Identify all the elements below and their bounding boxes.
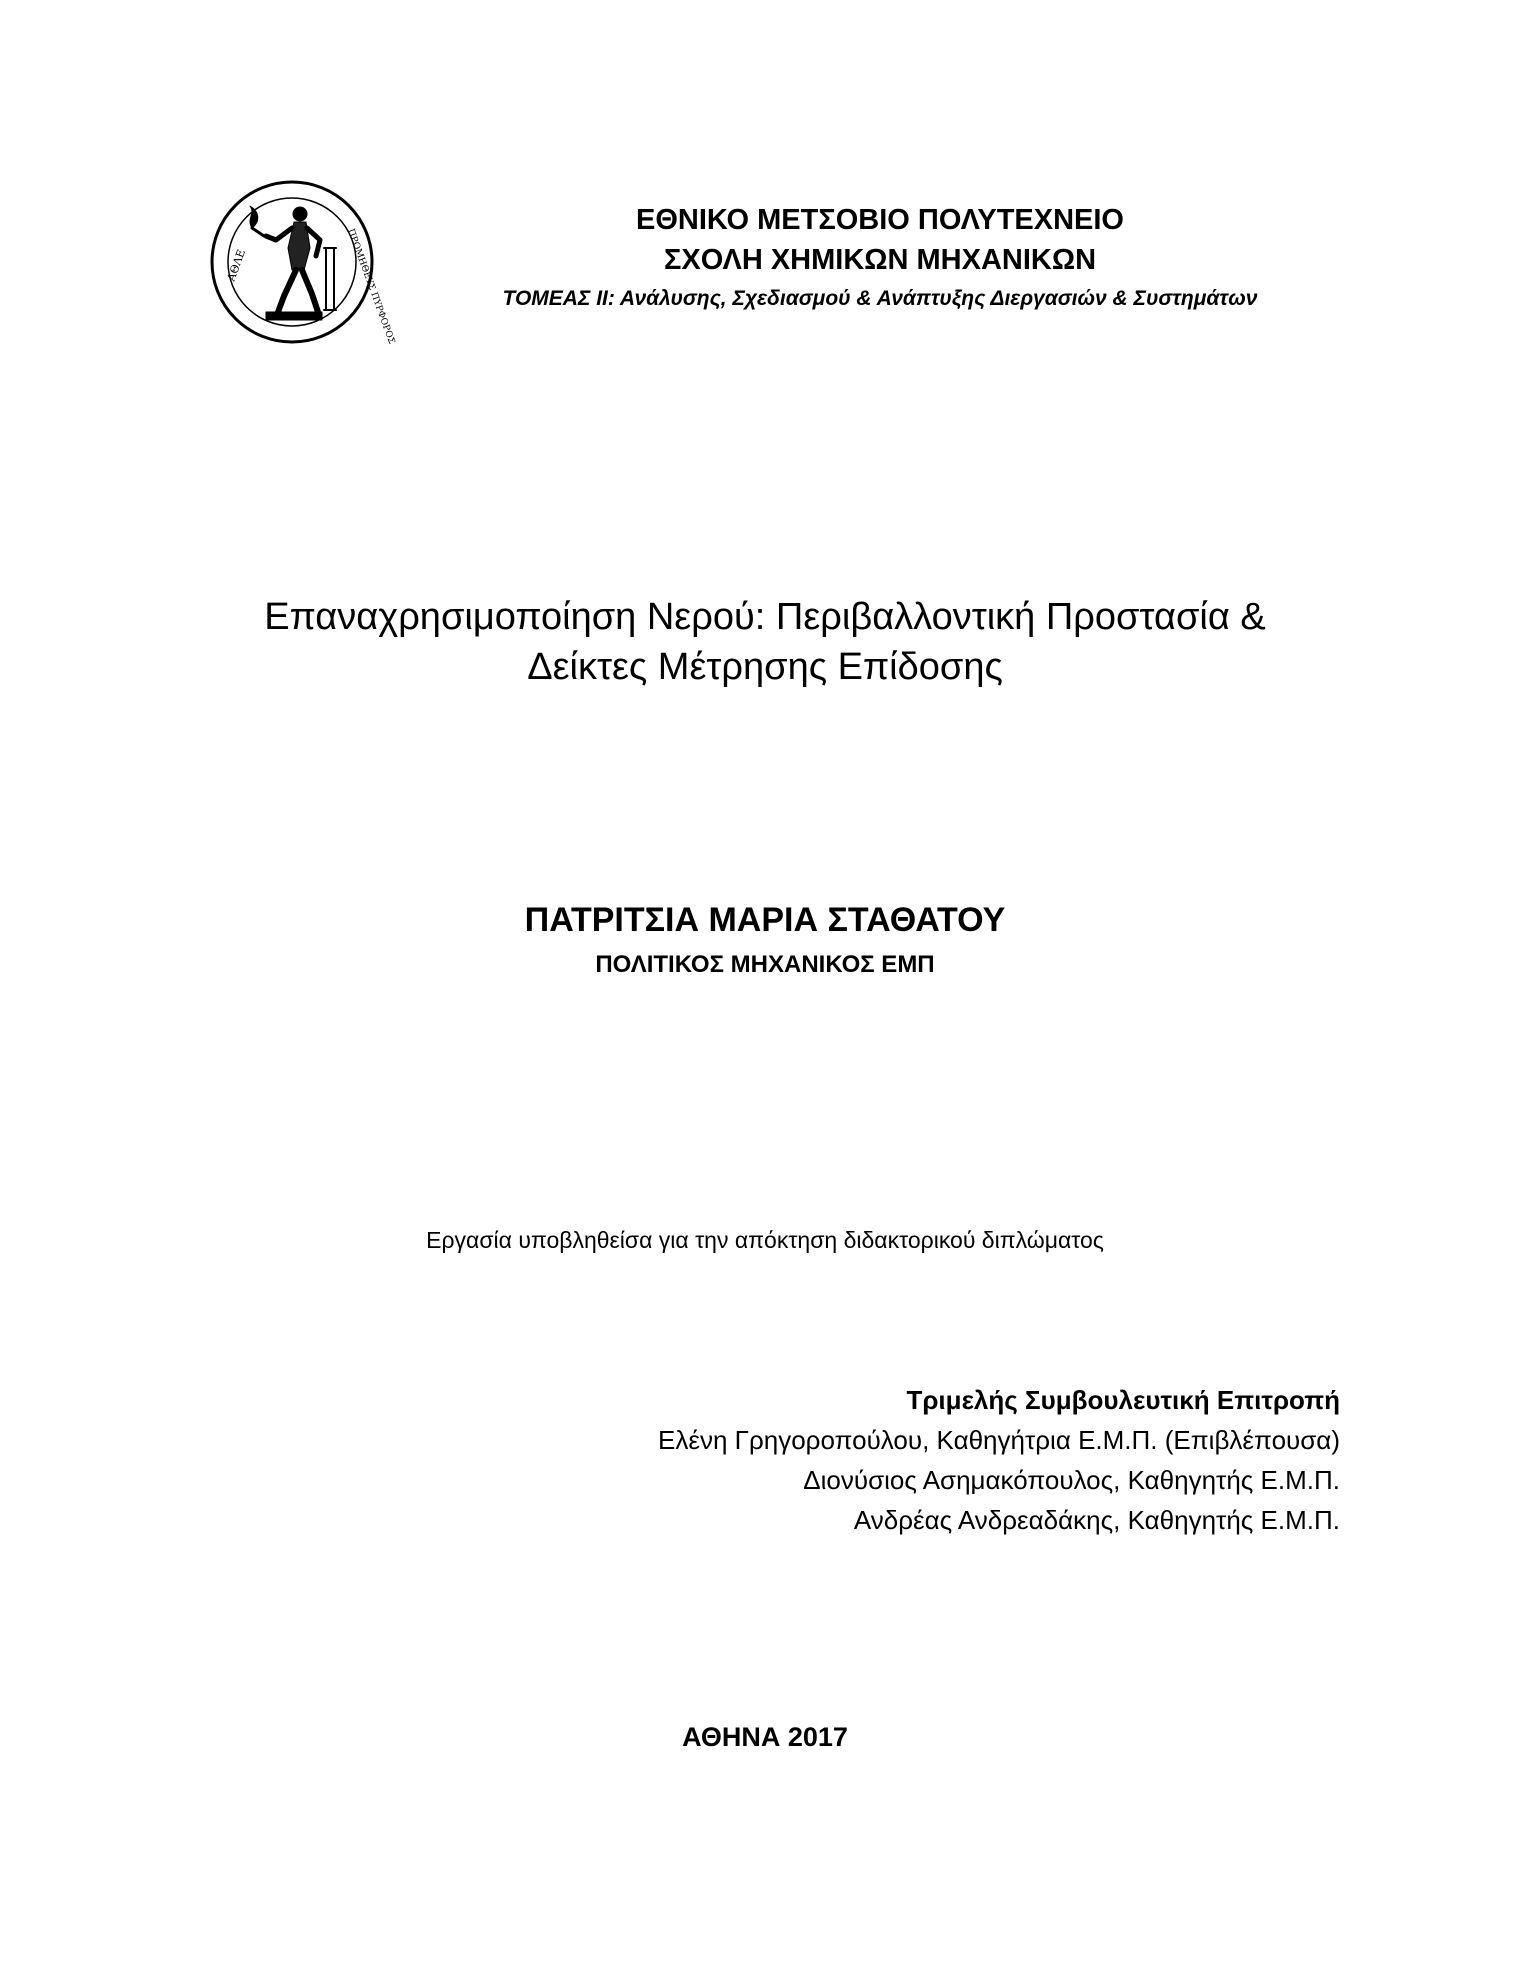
submission-statement: Εργασία υποβληθείσα για την απόκτηση διδακτορικού διπλώματος — [426, 1227, 1104, 1253]
institution-header — [380, 200, 1380, 316]
university-seal-logo — [208, 178, 397, 346]
thesis-title — [150, 592, 1380, 692]
author-name: ΠΑΤΡΙΤΣΙΑ ΜΑΡΙΑ ΣΤΑΘΑΤΟΥ — [524, 901, 1006, 939]
thesis-title-line-2: Δείκτες Μέτρησης Επίδοσης — [527, 646, 1003, 688]
author-block — [150, 898, 1380, 982]
thesis-title-line-1: Επαναχρησιμοποίηση Νερού: Περιβαλλοντική Προστασία & — [264, 596, 1266, 638]
university-name: ΕΘΝΙΚΟ ΜΕΤΣΟΒΙΟ ΠΟΛΥΤΕΧΝΕΙΟ — [636, 204, 1124, 236]
committee-member: Ελένη Γρηγοροπούλου, Καθηγήτρια Ε.Μ.Π. (Επιβλέπουσα) — [658, 1425, 1340, 1455]
prometheus-seal-icon — [208, 178, 397, 346]
advisory-committee — [400, 1380, 1340, 1540]
committee-member: Διονύσιος Ασημακόπουλος, Καθηγητής Ε.Μ.Π. — [803, 1465, 1340, 1495]
place-and-year: ΑΘΗΝΑ 2017 — [682, 1722, 848, 1752]
division-name: ΤΟΜΕΑΣ ΙΙ: Ανάλυσης, Σχεδιασμού & Ανάπτυξης Διεργασιών & Συστημάτων — [502, 287, 1258, 310]
committee-heading: Τριμελής Συμβουλευτική Επιτροπή — [906, 1385, 1340, 1415]
school-name: ΣΧΟΛΗ ΧΗΜΙΚΩΝ ΜΗΧΑΝΙΚΩΝ — [663, 244, 1097, 276]
seal-legend-left: ΑΘΛΕ — [224, 247, 249, 284]
committee-member: Ανδρέας Ανδρεαδάκης, Καθηγητής Ε.Μ.Π. — [853, 1505, 1340, 1535]
author-title: ΠΟΛΙΤΙΚΟΣ ΜΗΧΑΝΙΚΟΣ ΕΜΠ — [595, 951, 935, 978]
seal-legend-right: ΠΡΟΜΗΘΕΥΣ ΠΥΡΦΟΡΟΣ — [345, 227, 397, 346]
